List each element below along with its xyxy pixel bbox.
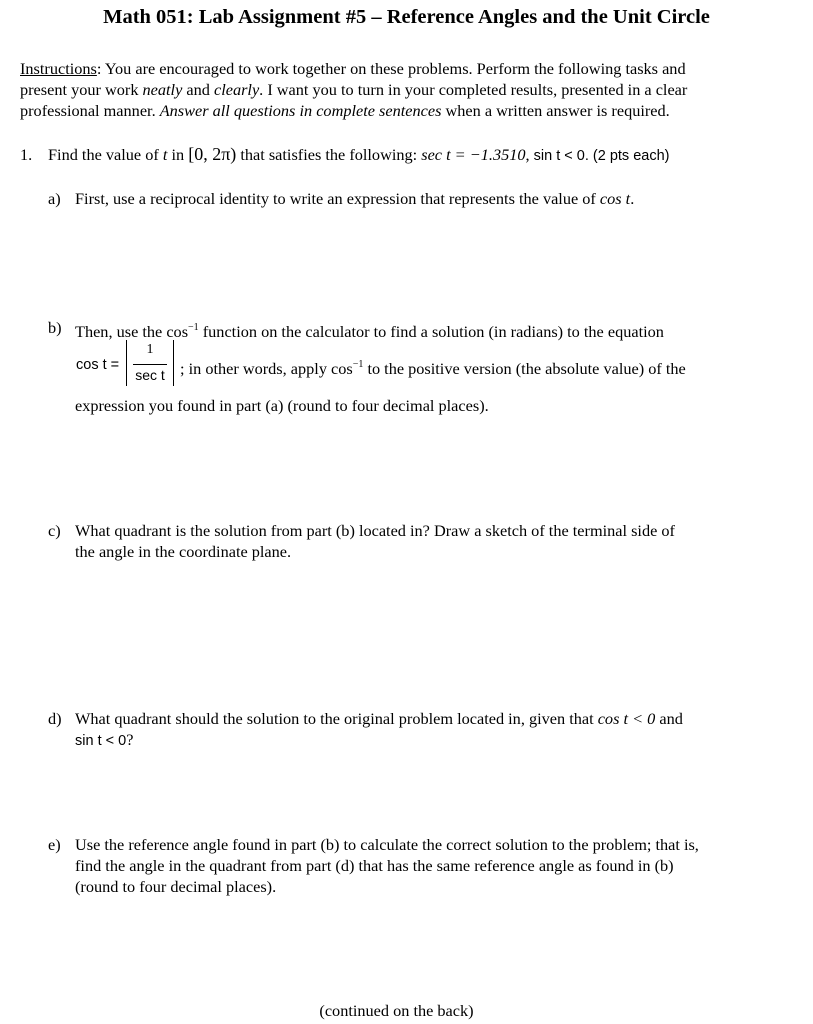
question-1-prompt: Find the value of t in [0, 2π) that satisfies the following: sec t = −1.3510, sin t < 0. (2 pts each) — [48, 144, 670, 164]
part-a-text: First, use a reciprocal identity to write an expression that represents the value of cos t. — [75, 189, 635, 208]
interval-expression: [0, 2π) — [188, 144, 237, 164]
part-d-line-2: sin t < 0? — [75, 730, 134, 749]
part-e-label: e) — [48, 835, 61, 854]
part-e-line-1: Use the reference angle found in part (b) to calculate the correct solution to the problem; that is, — [75, 835, 699, 854]
instructions-line-3: professional manner. Answer all questions in complete sentences when a written answer is required. — [20, 101, 670, 120]
fraction-denominator: sec t — [135, 367, 165, 383]
page-footer: (continued on the back) — [319, 1001, 474, 1020]
part-b-line-3: expression you found in part (a) (round to four decimal places). — [75, 396, 489, 415]
part-c-line-1: What quadrant is the solution from part (b) located in? Draw a sketch of the terminal side of — [75, 521, 675, 540]
part-d-label: d) — [48, 709, 62, 728]
cos-equation-lhs: cos t = — [76, 357, 120, 373]
part-c-label: c) — [48, 521, 61, 540]
part-a-label: a) — [48, 189, 61, 208]
sec-expression: sec t = −1.3510 — [421, 145, 526, 164]
part-b-line-2: ; in other words, apply $\cos^{-1}$ to the positive version (the absolute value) of the — [180, 359, 686, 378]
instructions-line-2: present your work neatly and clearly. I want you to turn in your completed results, presented in a clear — [20, 80, 688, 99]
part-b-label: b) — [48, 318, 62, 337]
instructions-label: Instructions — [20, 59, 97, 78]
part-c-line-2: the angle in the coordinate plane. — [75, 542, 292, 561]
question-1-number: 1. — [20, 145, 33, 164]
fraction-bar — [133, 364, 167, 365]
sin-expression: sin t < 0 — [533, 148, 585, 164]
part-e-line-2: find the angle in the quadrant from part (d) that has the same reference angle as found in (b) — [75, 856, 674, 875]
part-d-line-1: What quadrant should the solution to the original problem located in, given that cos t < 0 and — [75, 709, 683, 728]
instructions-line-1: Instructions: You are encouraged to work together on these problems. Perform the following tasks and — [20, 59, 686, 78]
part-e-line-3: (round to four decimal places). — [75, 877, 277, 896]
absolute-value-fraction — [126, 340, 174, 386]
part-b-line-1: Then, use the $\cos^{-1}$ function on the calculator to find a solution (in radians) to the equation — [75, 322, 664, 341]
fraction-numerator: 1 — [146, 342, 154, 357]
page-title: Math 051: Lab Assignment #5 – Reference Angles and the Unit Circle — [103, 6, 710, 28]
